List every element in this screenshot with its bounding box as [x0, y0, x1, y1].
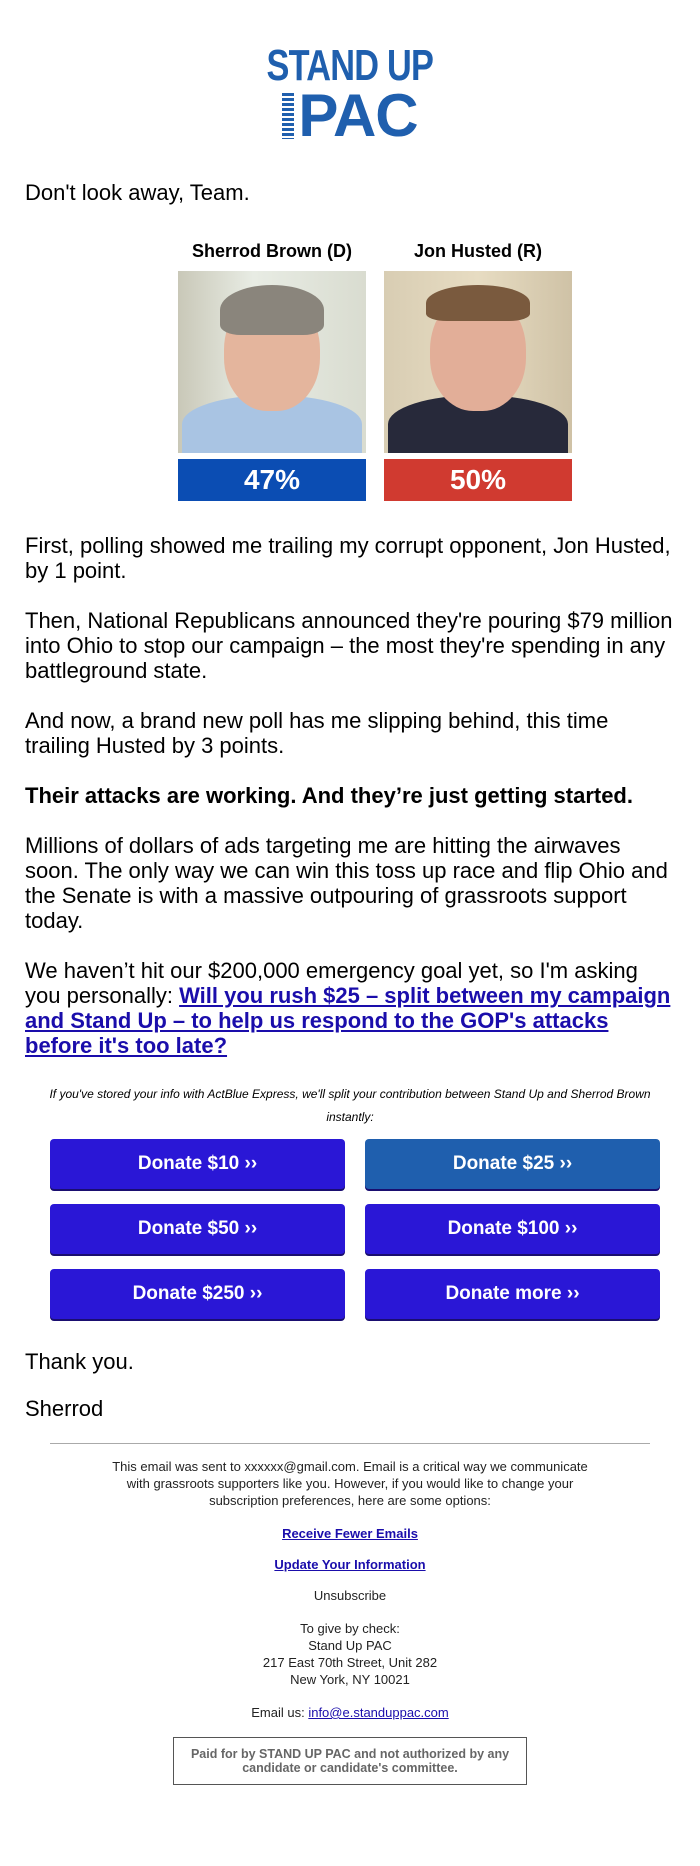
donate-25-link[interactable]: Will you rush $25 – split between my campaign and Stand Up – to help us respond to the GOP's attacks before it's too late?	[25, 983, 671, 1058]
stand-up-pac-logo: STAND UP PAC	[266, 41, 434, 149]
donate-250-button[interactable]: Donate $250 ››	[50, 1269, 345, 1319]
unsubscribe-link[interactable]: Unsubscribe	[313, 1588, 387, 1603]
donate-10-button[interactable]: Donate $10 ››	[50, 1139, 345, 1189]
divider	[50, 1443, 650, 1444]
paragraph: First, polling showed me trailing my corrupt opponent, Jon Husted, by 1 point.	[25, 533, 671, 583]
candidate-brown: Sherrod Brown (D) 47%	[177, 241, 367, 501]
bold-paragraph: Their attacks are working. And they’re just getting started.	[25, 783, 633, 808]
paragraph: And now, a brand new poll has me slipping behind, this time trailing Husted by 3 points.	[25, 708, 609, 758]
donate-more-button[interactable]: Donate more ››	[365, 1269, 660, 1319]
greeting: Don't look away, Team.	[25, 180, 250, 205]
paragraph: Millions of dollars of ads targeting me are hitting the airwaves soon. The only way we can win this toss up race and flip Ohio and the Senate is with a massive outpouring of grassroots support today.	[25, 833, 668, 933]
update-information-link[interactable]: Update Your Information	[274, 1557, 426, 1572]
donate-buttons	[50, 1139, 700, 1319]
actblue-express-note: If you've stored your info with ActBlue Express, we'll split your contribution between Stand Up and Sherrod Brown instantly:	[49, 1087, 651, 1124]
poll-graphic	[50, 241, 700, 501]
paid-for-disclaimer: Paid for by STAND UP PAC and not authorized by any candidate or candidate's committee.	[173, 1737, 527, 1785]
signature: Sherrod	[25, 1396, 104, 1421]
thanks: Thank you.	[25, 1349, 134, 1374]
brown-percent: 47%	[178, 459, 366, 501]
paragraph: Then, National Republicans announced they're pouring $79 million into Ohio to stop our campaign – the most they're spending in any battleground state.	[25, 608, 673, 683]
donate-50-button[interactable]: Donate $50 ››	[50, 1204, 345, 1254]
candidate-husted: Jon Husted (R) 50%	[383, 241, 573, 501]
receive-fewer-emails-link[interactable]: Receive Fewer Emails	[282, 1526, 418, 1541]
skyline-icon	[282, 93, 294, 139]
footer: This email was sent to xxxxxx@gmail.com. Email is a critical way we communicate with grassroots supporters like you. However, if you would like to change your subscription preferences, here are some options: Receive Fewer Emails Update Your Information Unsubscribe To give by check: Stand Up PAC 217 East 70th Street, Unit 282 New York, NY 10021 Email us: info@e.standuppac.com	[100, 1458, 600, 1721]
paragraph: We haven’t hit our $200,000 emergency goal yet, so I'm asking you personally: Will you rush $25 – split between my campaign and Stand Up – to help us respond to the GOP's attacks before it's too late?	[25, 958, 671, 1058]
email-link[interactable]: info@e.standuppac.com	[308, 1705, 449, 1720]
donate-25-button[interactable]: Donate $25 ››	[365, 1139, 660, 1189]
brown-photo	[178, 271, 366, 453]
husted-photo	[384, 271, 572, 453]
donate-100-button[interactable]: Donate $100 ››	[365, 1204, 660, 1254]
husted-percent: 50%	[384, 459, 572, 501]
